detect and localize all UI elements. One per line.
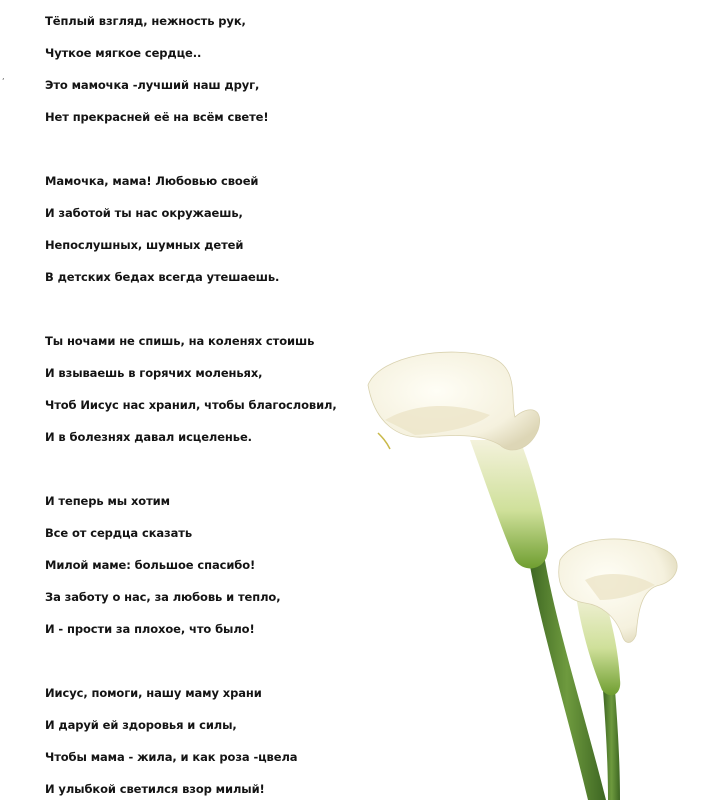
poem-line: В детских бедах всегда утешаешь. [45,270,280,284]
poem-line: Нет прекрасней её на всём свете! [45,110,269,124]
poem-line: И улыбкой светился взор милый! [45,782,265,796]
poem-line: Чтоб Иисус нас хранил, чтобы благословил, [45,398,337,412]
poem-line: Это мамочка -лучший наш друг, [45,78,260,92]
poem-line: И теперь мы хотим [45,494,170,508]
poem-line: Непослушных, шумных детей [45,238,244,252]
poem-line: Милой маме: большое спасибо! [45,558,256,572]
calla-lily-icon [360,345,690,805]
poem-line: И - прости за плохое, что было! [45,622,255,636]
spadix-tip [378,433,390,449]
poem-line: За заботу о нас, за любовь и тепло, [45,590,281,604]
poem-line: Все от сердца сказать [45,526,193,540]
poem-line: И в болезнях давал исцеленье. [45,430,252,444]
poem-line: Ты ночами не спишь, на коленях стоишь [45,334,315,348]
stem-lower [603,690,620,800]
poem-line: И взываешь в горячих моленьях, [45,366,263,380]
stray-mark: , [2,72,5,81]
poem-line: И заботой ты нас окружаешь, [45,206,243,220]
petal-upper [368,352,540,450]
poem-line: Чуткое мягкое сердце.. [45,46,202,60]
poem-line: Тёплый взгляд, нежность рук, [45,14,246,28]
poem-line: И даруй ей здоровья и силы, [45,718,237,732]
poem-line: Иисус, помоги, нашу маму храни [45,686,262,700]
poem-line: Мамочка, мама! Любовью своей [45,174,259,188]
poem-line: Чтобы мама - жила, и как роза -цвела [45,750,298,764]
throat-upper [470,440,548,568]
